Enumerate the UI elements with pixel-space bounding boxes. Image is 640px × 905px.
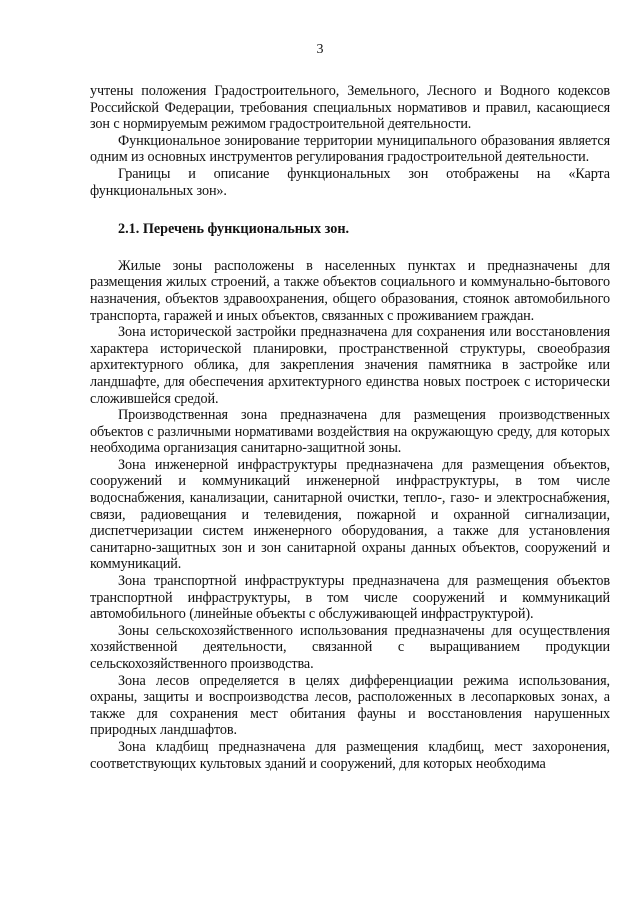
intro-paragraph-3: Границы и описание функциональных зон отображены на «Карта функциональных зон». (90, 165, 610, 199)
section-heading: 2.1. Перечень функциональных зон. (118, 221, 350, 238)
zone-paragraph-cemetery: Зона кладбищ предназначена для размещения кладбищ, мест захоронения, соответствующих культовых зданий и сооружений, для которых необходима (90, 738, 610, 772)
zone-paragraph-residential: Жилые зоны расположены в населенных пунктах и предназначены для размещения жилых строений, а также объектов социального и коммунально-бытового назначения, объектов здравоохранения, общего образования, стоянок автомобильного транспорта, гаражей и иных объектов, связанных с проживанием граждан. (90, 257, 610, 324)
zone-paragraph-agricultural: Зоны сельскохозяйственного использования предназначены для осуществления хозяйственной деятельности, связанной с выращиванием продукции сельскохозяйственного производства. (90, 622, 610, 672)
zone-paragraph-forest: Зона лесов определяется в целях дифференциации режима использования, охраны, защиты и воспроизводства лесов, расположенных в лесопарковых зонах, а также для сохранения мест обитания фауны и восстановления нарушенных природных ландшафтов. (90, 672, 610, 739)
zone-paragraph-transport: Зона транспортной инфраструктуры предназначена для размещения объектов транспортной инфраструктуры, в том числе сооружений и коммуникаций автомобильного (линейные объекты с обслуживающей инфраструктурой). (90, 573, 610, 623)
intro-paragraph-1: учтены положения Градостроительного, Земельного, Лесного и Водного кодексов Российской Федерации, требования специальных нормативов и правил, касающиеся зон с нормируемым режимом градостроительной деятельности. (90, 83, 610, 133)
document-body (90, 83, 610, 772)
intro-paragraph-2: Функциональное зонирование территории муниципального образования является одним из основных инструментов регулирования градостроительной деятельности. (90, 132, 610, 166)
page-number: 3 (316, 42, 324, 57)
zone-paragraph-industrial: Производственная зона предназначена для размещения производственных объектов с различными нормативами воздействия на окружающую среду, для которых необходима организация санитарно-защитной зоны. (90, 407, 610, 457)
zone-paragraph-engineering: Зона инженерной инфраструктуры предназначена для размещения объектов, сооружений и коммуникаций инженерной инфраструктуры, в том числе водоснабжения, канализации, санитарной очистки, тепло-, газо- и электроснабжения, связи, радиовещания и телевидения, пожарной и охранной сигнализации, диспетчеризации систем инженерного оборудования, а также для установления санитарно-защитных зон и зон санитарной охраны данных объектов, сооружений и коммуникаций. (90, 456, 610, 573)
zone-paragraph-historic: Зона исторической застройки предназначена для сохранения или восстановления характера исторической планировки, пространственной структуры, своеобразия архитектурного облика, для закрепления значения памятника в застройке или ландшафте, для обеспечения архитектурного единства новых построек с исторически сложившейся средой. (90, 324, 610, 407)
